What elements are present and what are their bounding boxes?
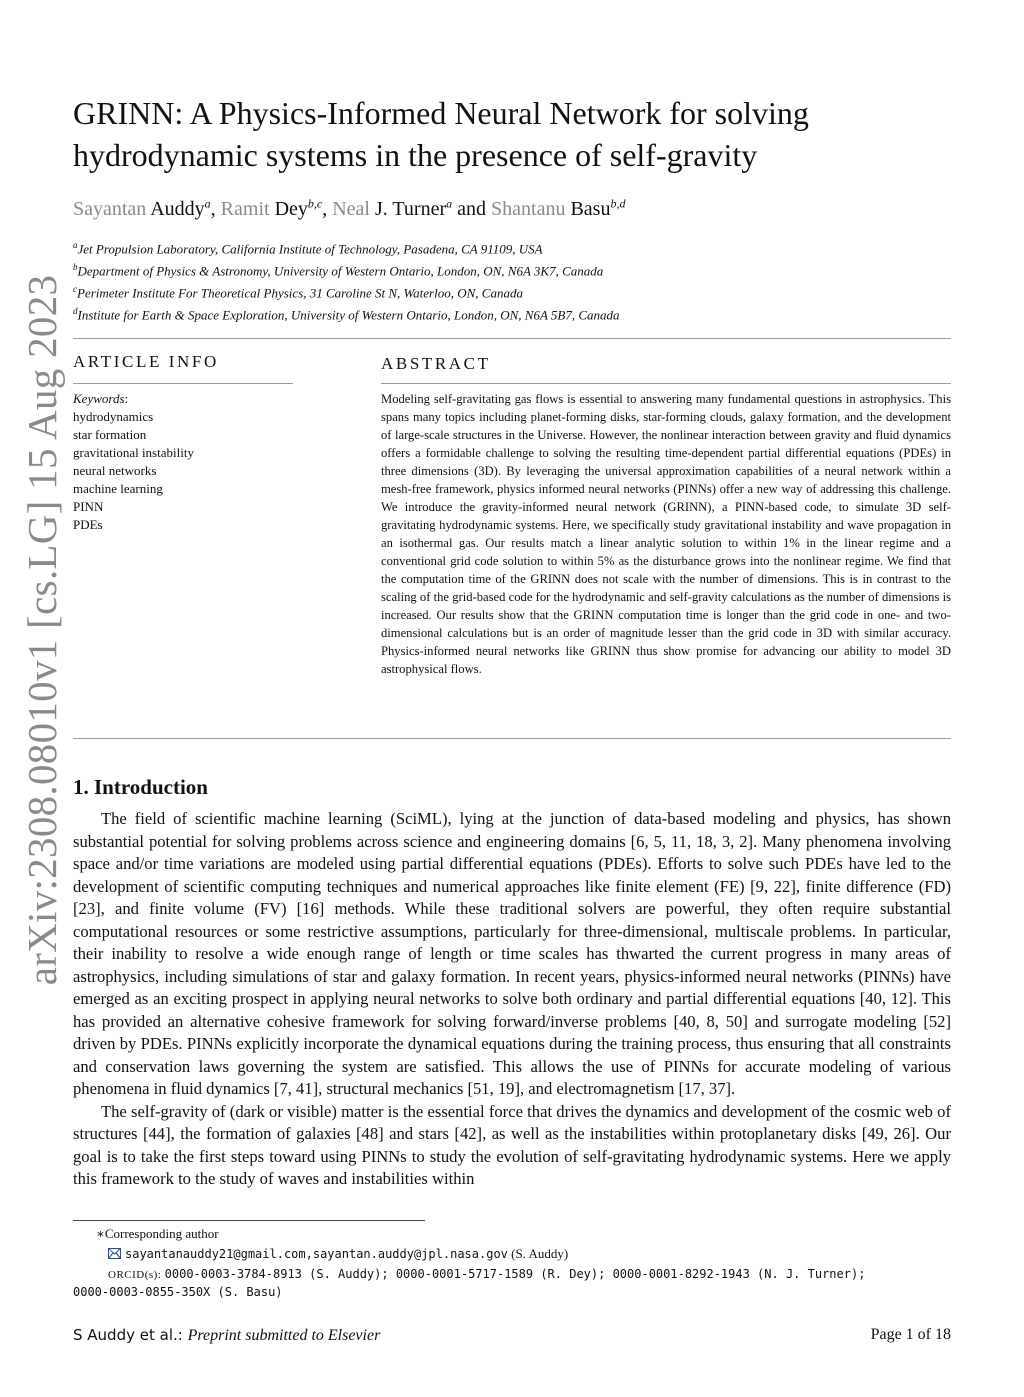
article-info-heading: ARTICLE INFO: [73, 352, 219, 371]
author-family-name: Basu: [570, 197, 611, 220]
affiliation-d: $^d$Institute for Earth & Space Exploration, University of Western Ontario, London, ON, N6A 5B7, Canada: [73, 306, 620, 323]
author-separator: and: [452, 197, 492, 220]
introduction-body: [73, 808, 951, 1191]
author-given-name[interactable]: Neal: [332, 197, 370, 220]
footnote-orcid: ORCID(s): 0000-0003-3784-8913 (S. Auddy); 0000-0001-5717-1589 (R. Dey); 0000-0001-8292-1943 (N. J. Turner);: [108, 1267, 866, 1281]
affiliation-c: $^c$Perimeter Institute For Theoretical Physics, 31 Caroline St N, Waterloo, ON, Canada: [73, 284, 523, 301]
keyword: star formation: [73, 427, 147, 442]
page-number: Page 1 of 18: [870, 1326, 951, 1343]
keywords: Keywords: hydrodynamics star formation gravitational instability neural networks machine learning PINN PDEs: [73, 391, 194, 532]
footnote-orcid-cont: 0000-0003-0855-350X (S. Basu): [73, 1285, 283, 1299]
divider: [73, 338, 951, 339]
paragraph: The field of scientific machine learning (SciML), lying at the junction of data-based modeling and physics, has shown substantial potential for solving problems across science and engineering domains [6, 5, 11, 18, 3, 2]. Many phenomena involving space and/or time variations are modeled using partial differential equations (PDEs). Efforts to solve such PDEs have led to the development of scientific computing techniques and numerical approaches like finite element (FE) [9, 22], finite difference (FD) [23], and finite volume (FV) [16] methods. While these traditional solvers are powerful, they often require substantial computational resources or some restrictive assumptions, particularly for three-dimensional, multiscale problems. In particular, their inability to resolve a wide enough range of length or time scales has thwarted the current progress in many areas of astrophysics, including simulations of star and galaxy formation. In recent years, physics-informed neural networks (PINNs) have emerged as an exciting prospect in applying neural networks to solve both ordinary and partial differential equations [40, 12]. This has provided an alternative cohesive framework for solving forward/inverse problems [40, 8, 50] and surrogate modeling [52] driven by PDEs. PINNs explicitly incorporate the dynamical equations during the training process, thus ensuring that all constraints and conservation laws governing the system are satisfied. This allows the use of PINNs for accurate modeling of various phenomena in fluid dynamics [7, 41], structural mechanics [51, 19], and electromagnetism [17, 37].: [73, 809, 951, 1098]
keyword: PDEs: [73, 517, 103, 532]
email-link[interactable]: sayantanauddy21@gmail.com,sayantan.auddy@jpl.nasa.gov: [125, 1247, 508, 1261]
running-footer: S Auddy et al.: Preprint submitted to Elsevier: [73, 1326, 381, 1344]
author-affiliation-mark: b,d: [610, 196, 626, 210]
paragraph: The self-gravity of (dark or visible) matter is the essential force that drives the dynamics and development of the cosmic web of structures [44], the formation of galaxies [48] and stars [42], as well as the instabilities within protoplanetary disks [49, 26]. Our goal is to take the first steps toward using PINNs to study the evolution of self-gravitating hydrodynamic systems. Here we apply this framework to the study of waves and instabilities within: [73, 1101, 951, 1188]
author: [221, 198, 333, 220]
affiliation-a: $^a$Jet Propulsion Laboratory, California Institute of Technology, Pasadena, CA 91109, USA: [73, 240, 543, 257]
divider: [73, 383, 293, 384]
divider: [73, 738, 951, 739]
footnote-rule: [73, 1220, 425, 1221]
author-given-name[interactable]: Ramit: [220, 197, 270, 220]
paper-title: GRINN: A Physics-Informed Neural Network for solving hydrodynamic systems in the presence of self-gravity: [73, 95, 809, 173]
footnote-corresponding: ∗Corresponding author: [96, 1226, 219, 1241]
author-affiliation-mark: a: [446, 196, 453, 210]
arxiv-sidebar-stamp: [12, 274, 72, 986]
author: [332, 198, 491, 220]
author-given-name[interactable]: Shantanu: [491, 197, 566, 220]
author-family-name: Auddy: [150, 197, 205, 220]
arxiv-id: arXiv:2308.08010v1 [cs.LG] 15 Aug 2023: [19, 274, 65, 986]
envelope-icon: [108, 1247, 121, 1258]
keyword: hydrodynamics: [73, 409, 154, 424]
affiliation-b: $^b$Department of Physics & Astronomy, University of Western Ontario, London, ON, N6A 3K7, Canada: [73, 262, 604, 279]
author-affiliation-mark: a: [204, 196, 211, 210]
abstract-text: Modeling self-gravitating gas flows is essential to answering many fundamental questions in astrophysics. This spans many topics including planet-forming disks, star-forming clouds, galaxy formation, and the development of large-scale structures in the Universe. However, the nonlinear interaction between gravity and fluid dynamics offers a formidable challenge to solving the resulting time-dependent partial differential equations (PDEs) in three dimensions (3D). By leveraging the universal approximation capabilities of a neural network within a mesh-free framework, physics informed neural networks (PINNs) offer a new way of addressing this challenge. We introduce the gravity-informed neural network (GRINN), a PINN-based code, to simulate 3D self-gravitating hydrodynamic systems. Here, we specifically study gravitational instability and wave propagation in an isothermal gas. Our results match a linear analytic solution to within 1% in the linear regime and a conventional grid code solution to within 5% as the disturbance grows into the nonlinear regime. We find that the computation time of the GRINN does not scale with the number of dimensions. This is in contrast to the scaling of the grid-based code for the hydrodynamic and self-gravity calculations as the number of dimensions is increased. Our results show that the GRINN computation time is longer than the grid code in one- and two- dimensional calculations but is an order of magnitude lesser than the grid code in 3D with similar accuracy. Physics-informed neural networks like GRINN thus show promise for advancing our ability to model 3D astrophysical flows.: [381, 392, 951, 676]
author-affiliation-mark: b,c: [307, 196, 323, 210]
author: [73, 198, 221, 220]
keyword: neural networks: [73, 463, 157, 478]
keyword: PINN: [73, 499, 104, 514]
keyword: gravitational instability: [73, 445, 194, 460]
footnote-email: sayantanauddy21@gmail.com,sayantan.auddy@jpl.nasa.gov (S. Auddy): [108, 1246, 568, 1262]
author-family-name: J. Turner: [374, 197, 447, 220]
orcid-ids[interactable]: 0000-0003-3784-8913 (S. Auddy); 0000-0001-5717-1589 (R. Dey); 0000-0001-8292-1943 (N. J. Turner);: [164, 1267, 866, 1281]
author-family-name: Dey: [274, 197, 308, 220]
author-given-name[interactable]: Sayantan: [73, 197, 147, 220]
divider: [381, 383, 951, 384]
author-separator: ,: [210, 197, 221, 220]
keyword: machine learning: [73, 481, 163, 496]
author: [491, 198, 625, 220]
section-heading: 1. Introduction: [73, 775, 208, 799]
abstract-heading: ABSTRACT: [381, 354, 491, 373]
author-list: [73, 190, 625, 222]
keywords-label: Keywords: [73, 391, 125, 406]
author-separator: ,: [322, 197, 333, 220]
